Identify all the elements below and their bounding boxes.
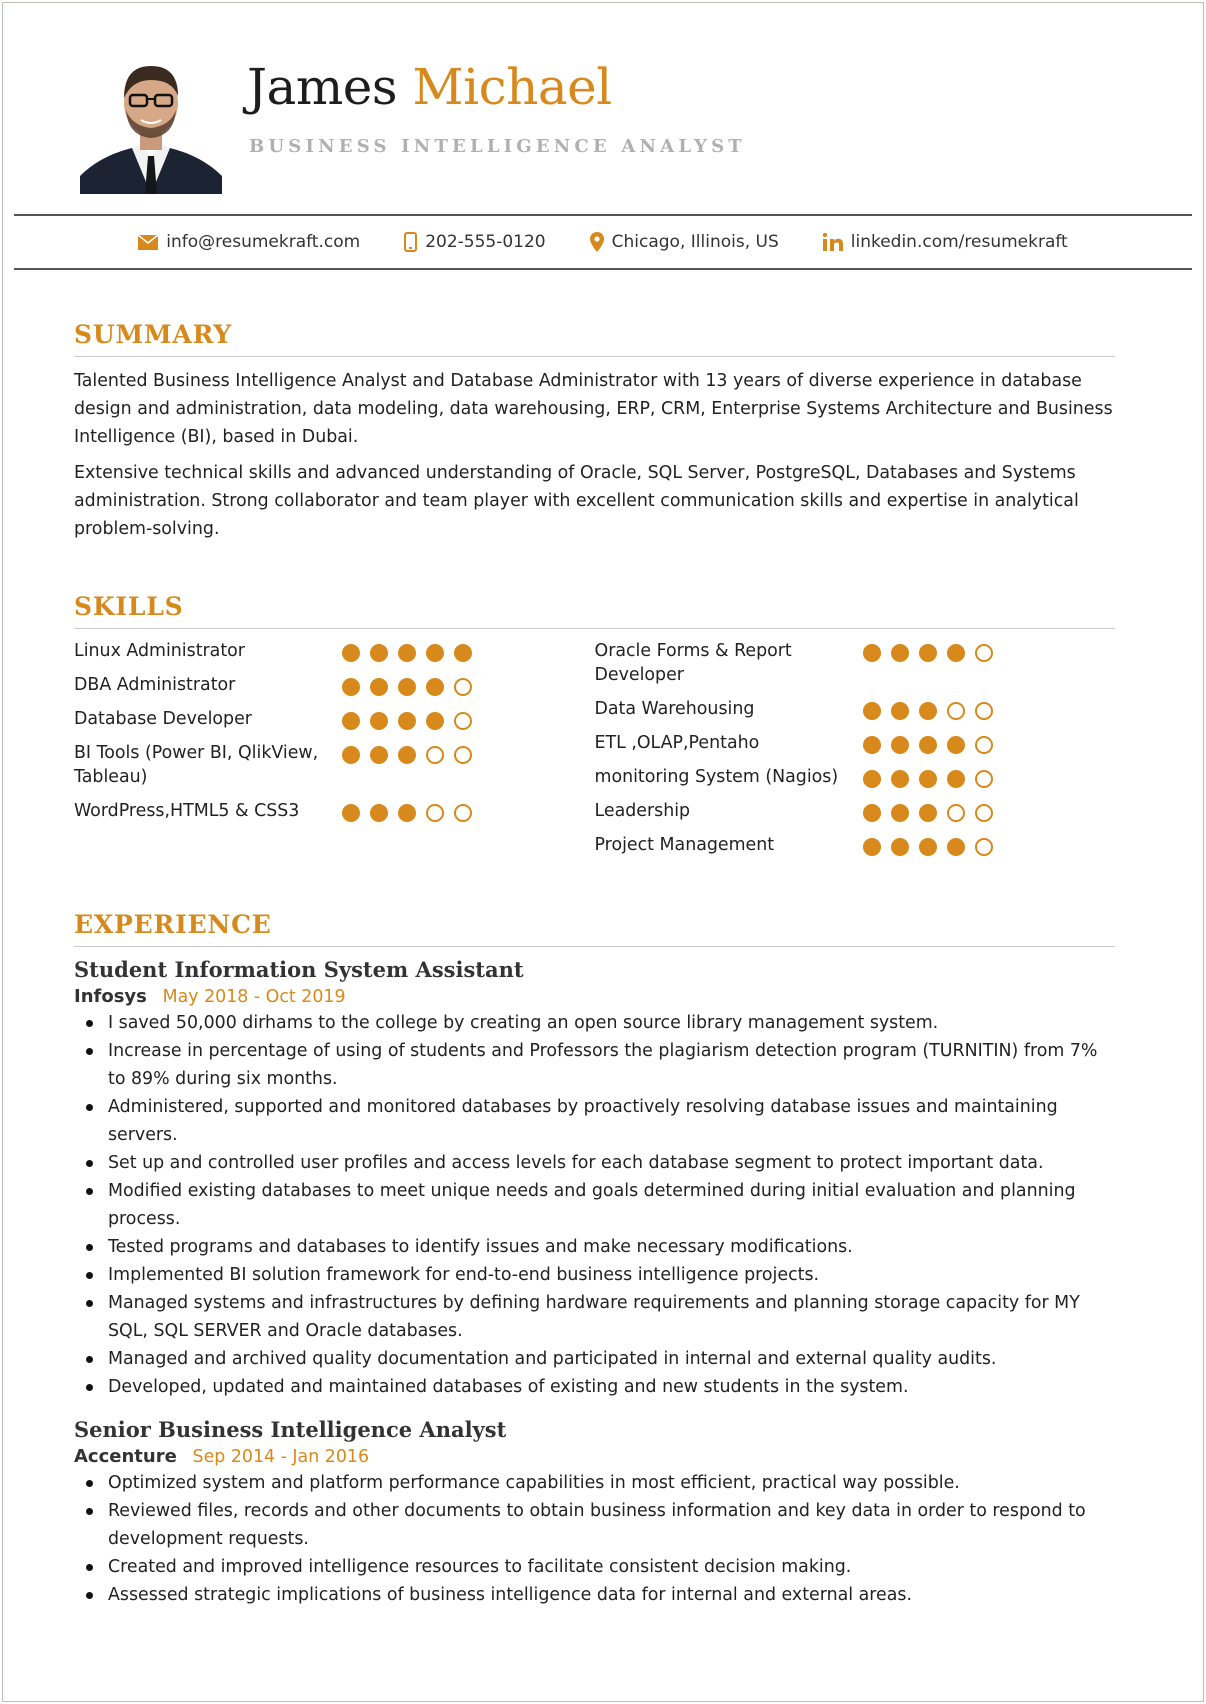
rating-dot-empty xyxy=(975,736,993,754)
candidate-name xyxy=(247,58,612,116)
summary-section xyxy=(74,320,1115,543)
contact-phone[interactable] xyxy=(404,232,545,252)
skills-column-right xyxy=(595,639,1116,867)
last-name: Michael xyxy=(412,58,612,116)
rating-dot-empty xyxy=(975,804,993,822)
skill-row xyxy=(595,731,1116,755)
rating-dot-empty xyxy=(454,712,472,730)
skill-row xyxy=(595,765,1116,789)
skill-row xyxy=(74,707,595,731)
first-name: James xyxy=(247,58,398,116)
bullet-item: Optimized system and platform performance capabilities in most efficient, practical way possible. xyxy=(74,1469,1115,1497)
linkedin-icon xyxy=(823,233,843,251)
skill-name: Leadership xyxy=(594,801,691,821)
rating-dot-filled xyxy=(370,746,388,764)
job-entry xyxy=(74,957,1115,1401)
skills-section xyxy=(74,592,1115,867)
skill-row xyxy=(74,799,595,823)
rating-dot-filled xyxy=(919,644,937,662)
skill-row xyxy=(595,833,1116,857)
linkedin-text: linkedin.com/resumekraft xyxy=(850,232,1068,252)
rating-dot-filled xyxy=(863,644,881,662)
rating-dot-filled xyxy=(370,804,388,822)
rating-dot-filled xyxy=(919,838,937,856)
rating-dot-filled xyxy=(919,770,937,788)
rating-dot-filled xyxy=(398,644,416,662)
rating-dot-filled xyxy=(342,746,360,764)
skill-rating xyxy=(863,799,993,822)
rating-dot-empty xyxy=(975,702,993,720)
rating-dot-filled xyxy=(891,770,909,788)
skill-rating xyxy=(342,639,472,662)
rating-dot-filled xyxy=(891,736,909,754)
skill-rating xyxy=(342,707,472,730)
job-title: Senior Business Intelligence Analyst xyxy=(74,1417,507,1442)
skill-name: Database Developer xyxy=(74,709,252,729)
job-dates: Sep 2014 - Jan 2016 xyxy=(192,1447,370,1467)
skill-rating xyxy=(863,639,993,662)
skill-row xyxy=(74,741,595,789)
skill-name: ETL ,OLAP,Pentaho xyxy=(594,733,760,753)
rating-dot-filled xyxy=(919,702,937,720)
phone-text: 202-555-0120 xyxy=(425,232,546,252)
rating-dot-filled xyxy=(342,804,360,822)
rating-dot-filled xyxy=(426,644,444,662)
rating-dot-filled xyxy=(919,804,937,822)
skill-rating xyxy=(863,765,993,788)
contact-linkedin[interactable] xyxy=(823,232,1068,252)
contact-email[interactable] xyxy=(138,232,360,252)
bullet-item: Managed systems and infrastructures by defining hardware requirements and planning storage capacity for MY SQL, SQL SERVER and Oracle databases. xyxy=(74,1289,1115,1345)
skill-name: Project Management xyxy=(594,835,775,855)
rating-dot-empty xyxy=(947,804,965,822)
rating-dot-filled xyxy=(947,770,965,788)
bullet-item: Implemented BI solution framework for end-to-end business intelligence projects. xyxy=(74,1261,1115,1289)
summary-paragraph: Talented Business Intelligence Analyst and Database Administrator with 13 years of diverse experience in database design and administration, data modeling, data warehousing, ERP, CRM, Enterprise Systems Architecture and Business Intelligence (BI), based in Dubai. xyxy=(74,371,1113,447)
rating-dot-filled xyxy=(370,678,388,696)
rating-dot-filled xyxy=(863,736,881,754)
skill-rating xyxy=(863,697,993,720)
summary-paragraph: Extensive technical skills and advanced understanding of Oracle, SQL Server, PostgreSQL, Databases and Systems administration. Strong collaborator and team player with excellent communication skills and expertise in analytical problem-solving. xyxy=(74,463,1079,539)
job-entry xyxy=(74,1417,1115,1609)
rating-dot-filled xyxy=(426,678,444,696)
experience-heading: EXPERIENCE xyxy=(74,910,1115,947)
rating-dot-filled xyxy=(370,712,388,730)
skill-row xyxy=(74,673,595,697)
rating-dot-filled xyxy=(342,678,360,696)
rating-dot-filled xyxy=(947,838,965,856)
skill-row xyxy=(595,639,1116,687)
skill-rating xyxy=(342,673,472,696)
rating-dot-filled xyxy=(426,712,444,730)
rating-dot-empty xyxy=(454,678,472,696)
job-headline: BUSINESS INTELLIGENCE ANALYST xyxy=(249,136,746,157)
skill-name: monitoring System (Nagios) xyxy=(594,767,839,787)
rating-dot-filled xyxy=(398,804,416,822)
rating-dot-filled xyxy=(919,736,937,754)
job-bullets xyxy=(74,1009,1115,1401)
rating-dot-filled xyxy=(863,838,881,856)
rating-dot-filled xyxy=(891,804,909,822)
profile-photo xyxy=(80,48,222,194)
rating-dot-filled xyxy=(863,702,881,720)
job-bullets xyxy=(74,1469,1115,1609)
rating-dot-filled xyxy=(398,712,416,730)
email-text: info@resumekraft.com xyxy=(166,232,361,252)
rating-dot-filled xyxy=(398,678,416,696)
bullet-item: Tested programs and databases to identify issues and make necessary modifications. xyxy=(74,1233,1115,1261)
rating-dot-filled xyxy=(863,770,881,788)
skill-row xyxy=(595,697,1116,721)
rating-dot-filled xyxy=(398,746,416,764)
job-dates: May 2018 - Oct 2019 xyxy=(162,987,346,1007)
rating-dot-empty xyxy=(426,746,444,764)
summary-heading: SUMMARY xyxy=(74,320,1115,357)
envelope-icon xyxy=(138,235,158,250)
skill-rating xyxy=(342,799,472,822)
rating-dot-filled xyxy=(947,644,965,662)
rating-dot-empty xyxy=(454,746,472,764)
skill-rating xyxy=(863,833,993,856)
contact-bar xyxy=(14,214,1192,270)
job-title: Student Information System Assistant xyxy=(74,957,524,982)
skills-column-left xyxy=(74,639,595,867)
rating-dot-empty xyxy=(975,838,993,856)
bullet-item: Reviewed files, records and other documents to obtain business information and key data in order to respond to development requests. xyxy=(74,1497,1115,1553)
contact-location xyxy=(590,232,779,252)
location-text: Chicago, Illinois, US xyxy=(611,232,779,252)
bullet-item: Increase in percentage of using of students and Professors the plagiarism detection program (TURNITIN) from 7% to 89% during six months. xyxy=(74,1037,1115,1093)
bullet-item: Assessed strategic implications of business intelligence data for internal and external areas. xyxy=(74,1581,1115,1609)
rating-dot-filled xyxy=(863,804,881,822)
skills-heading: SKILLS xyxy=(74,592,1115,629)
bullet-item: I saved 50,000 dirhams to the college by creating an open source library management system. xyxy=(74,1009,1115,1037)
bullet-item: Set up and controlled user profiles and access levels for each database segment to protect important data. xyxy=(74,1149,1115,1177)
rating-dot-empty xyxy=(426,804,444,822)
skill-name: Oracle Forms & Report Developer xyxy=(594,641,792,685)
bullet-item: Developed, updated and maintained databases of existing and new students in the system. xyxy=(74,1373,1115,1401)
skill-name: Data Warehousing xyxy=(594,699,755,719)
phone-icon xyxy=(404,232,417,252)
location-pin-icon xyxy=(590,232,604,252)
rating-dot-filled xyxy=(370,644,388,662)
bullet-item: Created and improved intelligence resources to facilitate consistent decision making. xyxy=(74,1553,1115,1581)
skill-row xyxy=(595,799,1116,823)
experience-section xyxy=(74,910,1115,1609)
company-name: Infosys xyxy=(74,986,147,1007)
rating-dot-filled xyxy=(891,838,909,856)
rating-dot-empty xyxy=(975,770,993,788)
rating-dot-filled xyxy=(454,644,472,662)
rating-dot-filled xyxy=(342,712,360,730)
rating-dot-filled xyxy=(891,644,909,662)
rating-dot-empty xyxy=(947,702,965,720)
skill-row xyxy=(74,639,595,663)
rating-dot-empty xyxy=(454,804,472,822)
skill-name: DBA Administrator xyxy=(74,675,236,695)
skill-rating xyxy=(863,731,993,754)
skill-name: WordPress,HTML5 & CSS3 xyxy=(74,801,300,821)
skill-name: BI Tools (Power BI, QlikView, Tableau) xyxy=(74,743,319,787)
rating-dot-filled xyxy=(342,644,360,662)
bullet-item: Modified existing databases to meet unique needs and goals determined during initial evaluation and planning process. xyxy=(74,1177,1115,1233)
rating-dot-filled xyxy=(891,702,909,720)
bullet-item: Administered, supported and monitored databases by proactively resolving database issues and maintaining servers. xyxy=(74,1093,1115,1149)
bullet-item: Managed and archived quality documentation and participated in internal and external quality audits. xyxy=(74,1345,1115,1373)
rating-dot-filled xyxy=(947,736,965,754)
rating-dot-empty xyxy=(975,644,993,662)
company-name: Accenture xyxy=(74,1446,177,1467)
skill-rating xyxy=(342,741,472,764)
skill-name: Linux Administrator xyxy=(74,641,245,661)
